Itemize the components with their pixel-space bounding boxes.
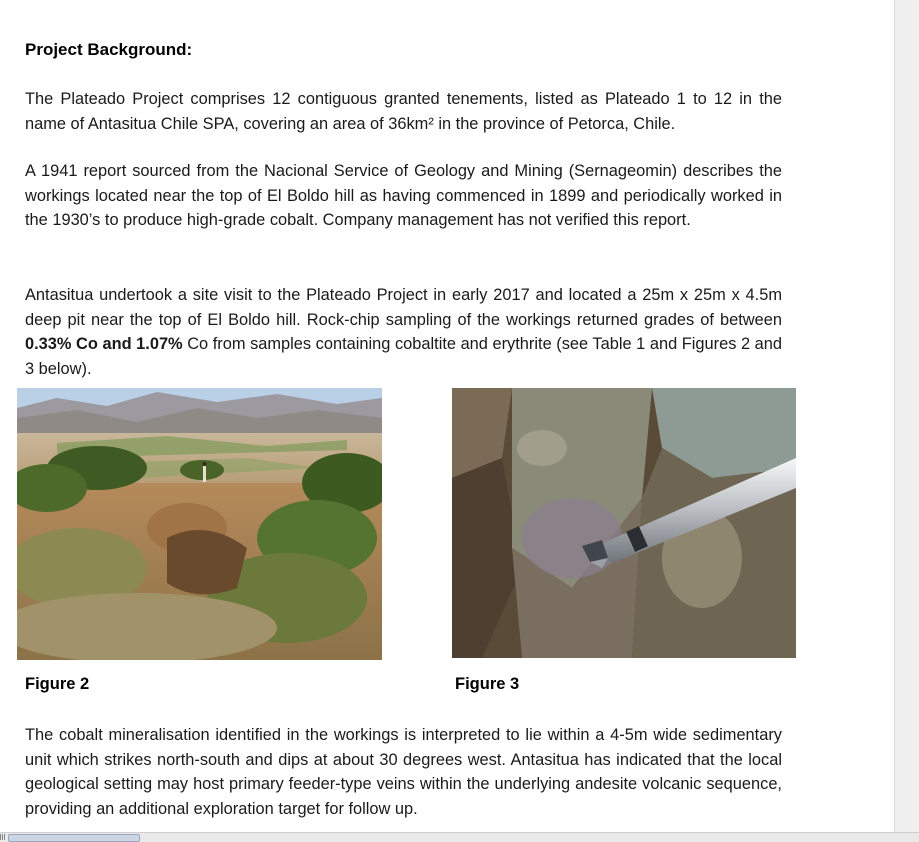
paragraph-site-visit (25, 283, 782, 381)
text-segment: The Plateado Project comprises 12 contiguous granted tenements, listed as Plateado 1 to 12 in the name of Antasitua Chile SPA, covering an area of 36km² in the province of Petorca, Chile. (25, 90, 782, 133)
scrollbar-grip-icon (0, 834, 6, 840)
paragraph-mineralisation (25, 723, 782, 821)
figure-2-landscape-photo (17, 388, 382, 660)
figure-3-rock-sample-photo (452, 388, 796, 658)
paragraph-history-report (25, 159, 782, 233)
text-segment: Antasitua undertook a site visit to the Plateado Project in early 2017 and located a 25m x 25m x 4.5m deep pit near the top of El Boldo hill. Rock-chip sampling of the workings returned grades of between (25, 286, 782, 329)
figure-2-caption: Figure 2 (25, 675, 90, 693)
text-segment: Co from samples containing cobaltite and erythrite (see Table 1 and Figures 2 and 3 below). (25, 335, 782, 378)
section-heading: Project Background: (25, 40, 193, 59)
figure-3-caption: Figure 3 (455, 675, 520, 693)
rock-sample-photo-image (452, 388, 796, 658)
bold-grades: 0.33% Co and 1.07% (25, 335, 183, 353)
text-segment: The cobalt mineralisation identified in the workings is interpreted to lie within a 4-5m wide sedimentary unit which strikes north-south and dips at about 30 degrees west. Antasitua has indicated that the local geological setting may host primary feeder-type veins within the underlying andesite volcanic sequence, providing an additional exploration target for follow up. (25, 726, 782, 818)
vertical-scrollbar[interactable] (894, 0, 919, 832)
landscape-photo-image (17, 388, 382, 660)
paragraph-tenements (25, 87, 782, 136)
text-segment: A 1941 report sourced from the Nacional Service of Geology and Mining (Sernageomin) describes the workings located near the top of El Boldo hill as having commenced in 1899 and periodically worked in the 1930’s to produce high-grade cobalt. Company management has not verified this report. (25, 162, 782, 229)
